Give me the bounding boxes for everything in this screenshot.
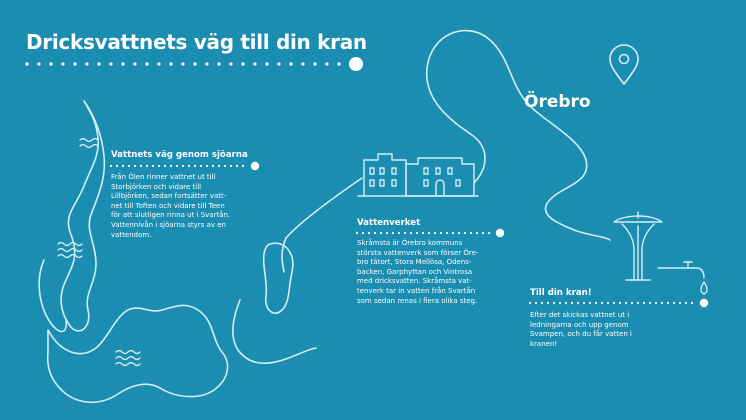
page-title: Dricksvattnets väg till din kran (26, 30, 367, 54)
map-pin-icon (610, 45, 638, 84)
faucet-icon (658, 262, 704, 278)
tap-body (530, 311, 632, 349)
lake-teen-shape (264, 243, 293, 313)
body-line: ledningarna och upp genom (530, 320, 629, 329)
body-line: bro tätort, Stora Mellösa, Odens- (357, 258, 472, 267)
body-line: Skråmsta är Örebro kommuns (357, 239, 463, 247)
lakes-body (111, 173, 248, 240)
body-line: backen, Garphyttan och Vintrosa (357, 267, 473, 276)
building-icon (358, 154, 478, 196)
water-drop-icon (701, 282, 707, 294)
lake-olen-shape (39, 101, 104, 332)
water-route-line-lower (233, 238, 316, 363)
waterworks-body (357, 239, 478, 306)
body-line: Från Ölen rinner vattnet ut till (111, 173, 216, 181)
body-line: Storbjörken och vidare till (111, 182, 202, 191)
body-line: net till Toften och vidare till Teen (111, 201, 225, 210)
body-line: största vattenverk som förser Öre- (357, 248, 479, 257)
lakes-section (111, 150, 248, 240)
body-line: kranen! (530, 339, 558, 348)
waterworks-section (357, 218, 478, 306)
body-line: Vattennivån i sjöarna styrs av en (111, 220, 226, 229)
body-line: Svampen, och du får vatten i (530, 330, 632, 339)
body-line: Lillbjörken, sedan fortsätter vatt- (111, 192, 227, 201)
title-dotted-rule (25, 57, 363, 71)
tap-section (530, 288, 632, 349)
body-line: med dricksvatten. Skråmsta vat- (357, 277, 472, 286)
body-line: som sedan renas i flera olika steg. (357, 296, 478, 305)
water-tower-icon (614, 212, 662, 280)
body-line: tenverk tar in vatten från Svartån (357, 286, 476, 295)
tap-heading: Till din kran! (530, 288, 592, 298)
waterworks-heading: Vattenverket (357, 218, 421, 228)
city-label: Örebro (524, 92, 591, 112)
body-line: för att slutligen rinna ut i Svartån. (111, 211, 231, 220)
water-route-line (286, 31, 610, 240)
body-line: vattendom. (111, 230, 152, 239)
lakes-heading: Vattnets väg genom sjöarna (111, 150, 248, 160)
body-line: Efter det skickas vattnet ut i (530, 311, 630, 319)
